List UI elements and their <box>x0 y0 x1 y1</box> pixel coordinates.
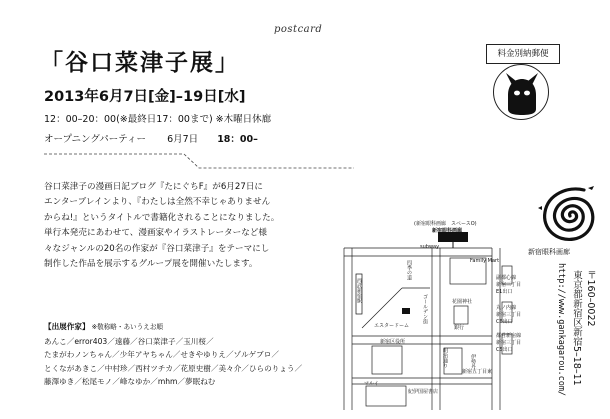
access-map <box>342 218 532 410</box>
gallery-name: 新宿眼科画廊 <box>528 248 570 256</box>
map-label-toei: 都営新宿線 <box>496 333 522 339</box>
map-label-family-mart: Family Mart <box>470 258 500 264</box>
description-line: エンターブレインより、『わたしは全然不幸じゃありません <box>44 197 271 208</box>
map-label-fukutoshin: 副都心線 <box>496 275 517 281</box>
artists-note: ※敬称略・あいうえお順 <box>91 323 164 331</box>
map-label-kinokuniya: 紀伊国屋書店 <box>408 389 439 395</box>
map-label-marunouchi-station: 新宿三丁目 <box>496 312 522 318</box>
exhibition-title: 「谷口菜津子展」 <box>40 50 240 76</box>
map-label-gallery-space: (新宿眼科画廊 スペースO) <box>414 221 477 227</box>
map-label-marunouchi-exit: C6出口 <box>496 319 513 325</box>
address-city: 東京都新宿区新宿5–18–11 <box>571 270 582 386</box>
description-line: 谷口菜津子の漫画日記ブログ『たにぐちF』が6月27日に <box>44 182 264 192</box>
map-label-fukutoshin-station: 新宿三丁目 <box>496 282 522 288</box>
postage-paid-label: 料金別納郵便 <box>486 44 560 64</box>
opening-party-date: 6月7日 <box>167 134 199 145</box>
map-label-shiki-no-michi: 四季の道 <box>406 260 412 280</box>
opening-party-line <box>44 131 258 145</box>
map-label-subway: subway <box>420 244 440 250</box>
map-label-shinjuku-5-east: 新宿五丁目東 <box>462 369 493 375</box>
opening-party-time: 18：00– <box>217 134 258 145</box>
artist-row: 藤澤ゆき／松尾モノ／峰なゆか／mhm／夢眠ねむ <box>44 377 216 387</box>
gallery-logo-icon <box>532 176 608 254</box>
postage-mark <box>493 64 549 120</box>
map-label-bank: 銀行 <box>454 325 465 331</box>
map-label-marunouchi: 丸ノ内線 <box>496 305 517 311</box>
map-label-isetan: 伊勢丹 <box>470 354 476 369</box>
artist-row: たまがわノンちゃん／少年アヤちゃん／せきやゆりえ／ゾルゲブロ／ <box>44 350 279 360</box>
description-text <box>44 180 334 272</box>
artists-heading: 【出展作家】 <box>44 322 90 331</box>
description-line: 制作した作品を展示するグループ展を開催いたします。 <box>44 259 258 270</box>
map-label-toei-station: 新宿三丁目 <box>496 340 522 346</box>
dashed-divider <box>44 148 354 172</box>
map-label-esta-dome: エスタードーム <box>374 323 410 329</box>
map-label-marui: マルイ <box>364 381 379 387</box>
gallery-url-link[interactable]: http://www.gankagarou.com/ <box>556 263 566 397</box>
map-label-toei-exit: C5出口 <box>496 347 513 353</box>
artist-row: とくながあきこ／中村珍／西村ツチカ／花原史樹／美々介／ひらのりょう／ <box>44 363 303 373</box>
map-label-fukutoshin-exit: E1出口 <box>496 289 513 295</box>
map-label-hanazono: 花園神社 <box>452 299 473 305</box>
opening-party-label: オープニングパーティー <box>44 134 147 145</box>
exhibition-dates: 2013年6月7日[金]–19日[水] <box>44 89 246 105</box>
address-zip: 〒160–0022 <box>585 270 596 327</box>
artist-row: あんこ／error403／遠藤／谷口菜津子／玉川桜／ <box>44 336 214 346</box>
map-label-gallery: 新宿眼科画廊 <box>432 228 463 234</box>
description-line: 々なジャンルの20名の作家が『谷口菜津子』をテーマにし <box>44 243 270 254</box>
map-label-seibu-shinjuku: 西武新宿駅 <box>356 278 362 303</box>
map-label-golden-gai: ゴールデン街 <box>422 294 428 324</box>
artists-block <box>44 320 344 389</box>
exhibition-hours: 12：00–20：00(※最終日17：00まで) ※木曜日休廊 <box>44 114 272 125</box>
description-line: 単行本発売にあわせて、漫画家やイラストレーターなど様 <box>44 228 268 239</box>
map-label-meiji-dori: 明治通り <box>442 348 448 368</box>
creature-icon <box>494 65 550 121</box>
map-label-ward-office: 新宿区役所 <box>380 339 406 345</box>
postcard-label: postcard <box>274 24 323 35</box>
description-line: からね!』というタイトルで書籍化されることになりました。 <box>44 212 280 223</box>
